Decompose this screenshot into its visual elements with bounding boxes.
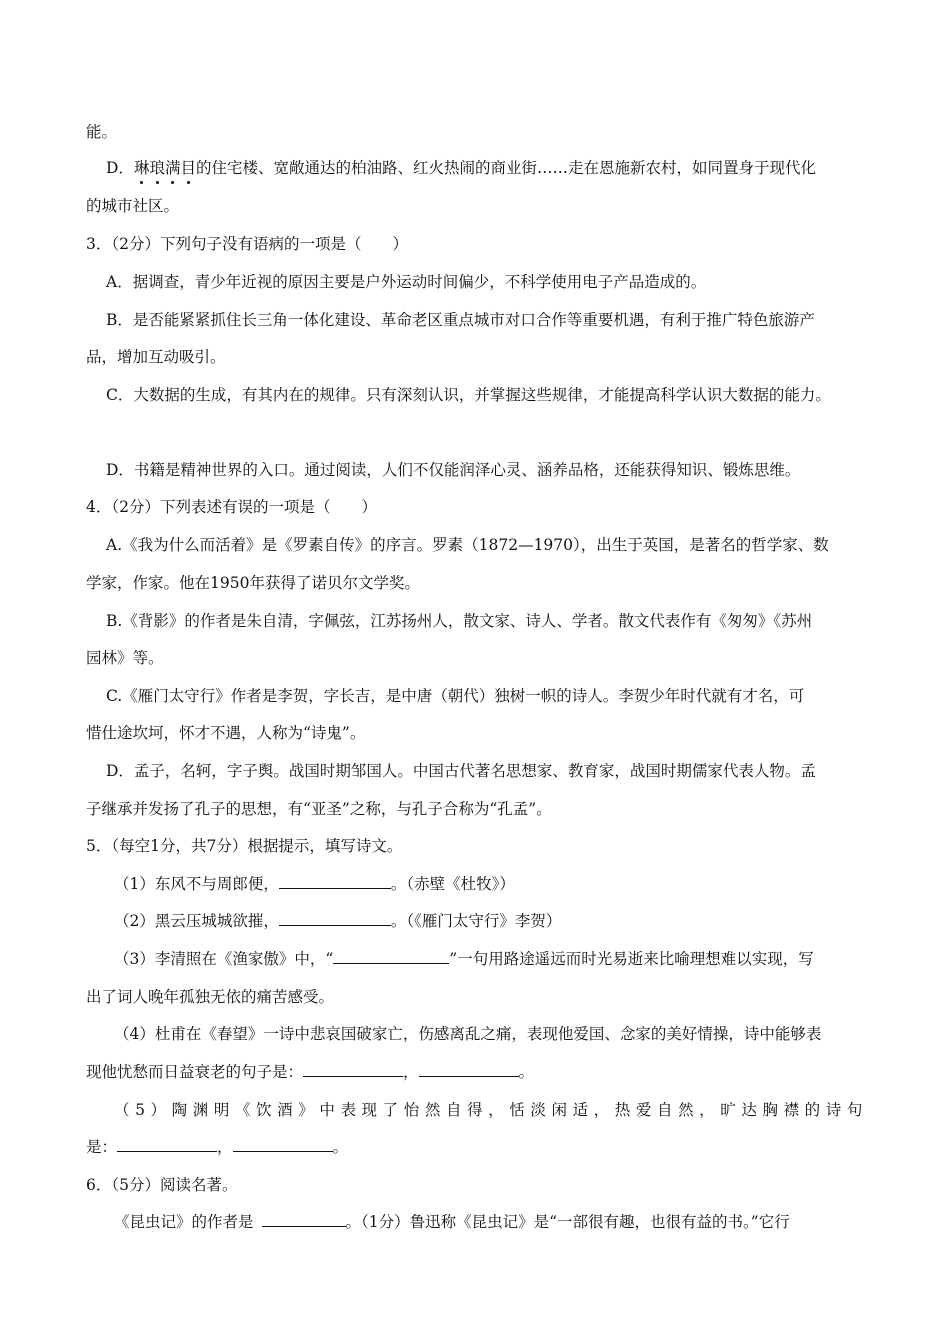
item-text: 。 — [518, 1063, 535, 1081]
answer-blank[interactable] — [279, 874, 391, 889]
question-4-option-c: C.《雁门太守行》作者是李贺，字长吉，是中唐（朝代）独树一帜的诗人。李贺少年时代就有才名，可 — [106, 687, 805, 705]
item-text: 。（赤壁《杜牧》） — [390, 875, 515, 893]
question-4-stem: 4．（2分）下列表述有误的一项是（ ） — [86, 498, 377, 516]
option-d-q2 — [106, 158, 886, 178]
item-text: （1）东风不与周郎便， — [114, 875, 279, 893]
emphasis-char: 目 — [180, 159, 196, 177]
question-5-stem: 5．（每空1分，共7分）根据提示，填写诗文。 — [86, 837, 403, 855]
item-text: 《昆虫记》的作者是 — [114, 1213, 254, 1231]
question-6-stem: 6．（5分）阅读名著。 — [86, 1176, 238, 1194]
text-line: 园林》等。 — [86, 649, 164, 667]
answer-blank[interactable] — [333, 949, 449, 964]
question-5-item-4-answer — [86, 1062, 866, 1082]
item-text: （2）黑云压城城欲摧， — [114, 912, 279, 930]
text-line: 子继承并发扬了孔子的思想，有“亚圣”之称，与孔子合称为“孔孟”。 — [86, 800, 552, 818]
question-4-option-b: B.《背影》的作者是朱自清，字佩弦，江苏扬州人，散文家、诗人、学者。散文代表作有《匆匆》《苏州 — [106, 612, 813, 630]
question-3-option-a: A．据调查，青少年近视的原因主要是户外运动时间偏少，不科学使用电子产品造成的。 — [106, 273, 707, 291]
item-text: 。（《雁门太守行》李贺） — [390, 912, 562, 930]
text-line: 出了词人晚年孤独无依的痛苦感受。 — [86, 988, 335, 1006]
emphasis-char: 琅 — [149, 159, 165, 177]
item-text: ， — [403, 1063, 419, 1081]
item-text: 现他忧愁而日益衰老的句子是： — [86, 1063, 304, 1081]
emphasis-char: 琳 — [133, 159, 150, 177]
answer-blank[interactable] — [262, 1212, 346, 1227]
item-text: ， — [217, 1138, 233, 1156]
text-line: 的城市社区。 — [86, 197, 180, 215]
question-6-text — [114, 1212, 894, 1232]
question-4-option-d: D．孟子，名轲，字子舆。战国时期邹国人。中国古代著名思想家、教育家，战国时期儒家代表人物。孟 — [106, 762, 816, 780]
option-label: D． — [106, 159, 134, 177]
question-3-option-c: C．大数据的生成，有其内在的规律。只有深刻认识，并掌握这些规律，才能提高科学认识大数据的能力。 — [106, 386, 831, 404]
question-5-item-3 — [114, 949, 894, 969]
question-4-option-a: A.《我为什么而活着》是《罗素自传》的序言。罗素（1872—1970），出生于英国，是著名的哲学家、数 — [106, 536, 829, 554]
text-line: 惜仕途坎坷，怀才不遇，人称为“诗鬼”。 — [86, 724, 366, 742]
emphasis-char: 满 — [164, 159, 181, 177]
item-text: 。 — [332, 1138, 349, 1156]
question-3-option-d: D．书籍是精神世界的入口。通过阅读，人们不仅能润泽心灵、涵养品格，还能获得知识、锻炼思维。 — [106, 461, 801, 479]
text-line: 品，增加互动吸引。 — [86, 348, 226, 366]
item-text: ”一句用路途遥远而时光易逝来比喻理想难以实现，写 — [449, 950, 814, 968]
question-5-item-1 — [114, 874, 894, 894]
question-5-item-2 — [114, 911, 894, 931]
answer-blank[interactable] — [303, 1062, 403, 1077]
question-5-item-4: （4）杜甫在《春望》一诗中悲哀国破家亡，伤感离乱之痛，表现他爱国、念家的美好情操，诗中能够表 — [114, 1025, 822, 1043]
item-text: （3）李清照在《渔家傲》中，“ — [114, 950, 334, 968]
text-line: 学家，作家。他在1950年获得了诺贝尔文学奖。 — [86, 574, 420, 592]
answer-blank[interactable] — [117, 1137, 217, 1152]
answer-blank[interactable] — [233, 1137, 333, 1152]
question-3-stem: 3．（2分）下列句子没有语病的一项是（ ） — [86, 235, 408, 253]
answer-blank[interactable] — [419, 1062, 519, 1077]
question-3-option-b: B．是否能紧紧抓住长三角一体化建设、革命老区重点城市对口合作等重要机遇，有利于推广特色旅游产 — [106, 311, 815, 329]
question-5-item-5: （5）陶渊明《饮酒》中表现了怡然自得，恬淡闲适，热爱自然，旷达胸襟的诗句 — [114, 1101, 868, 1119]
text-line: 能。 — [86, 123, 118, 141]
option-text: 的住宅楼、宽敞通达的柏油路、红火热闹的商业街……走在恩施新农村，如同置身于现代化 — [196, 159, 817, 177]
item-text: 。（1分）鲁迅称《昆虫记》是“一部很有趣，也很有益的书。”它行 — [345, 1213, 790, 1231]
question-5-item-5-answer — [86, 1137, 866, 1157]
answer-blank[interactable] — [279, 911, 391, 926]
item-text: 是： — [86, 1138, 118, 1156]
